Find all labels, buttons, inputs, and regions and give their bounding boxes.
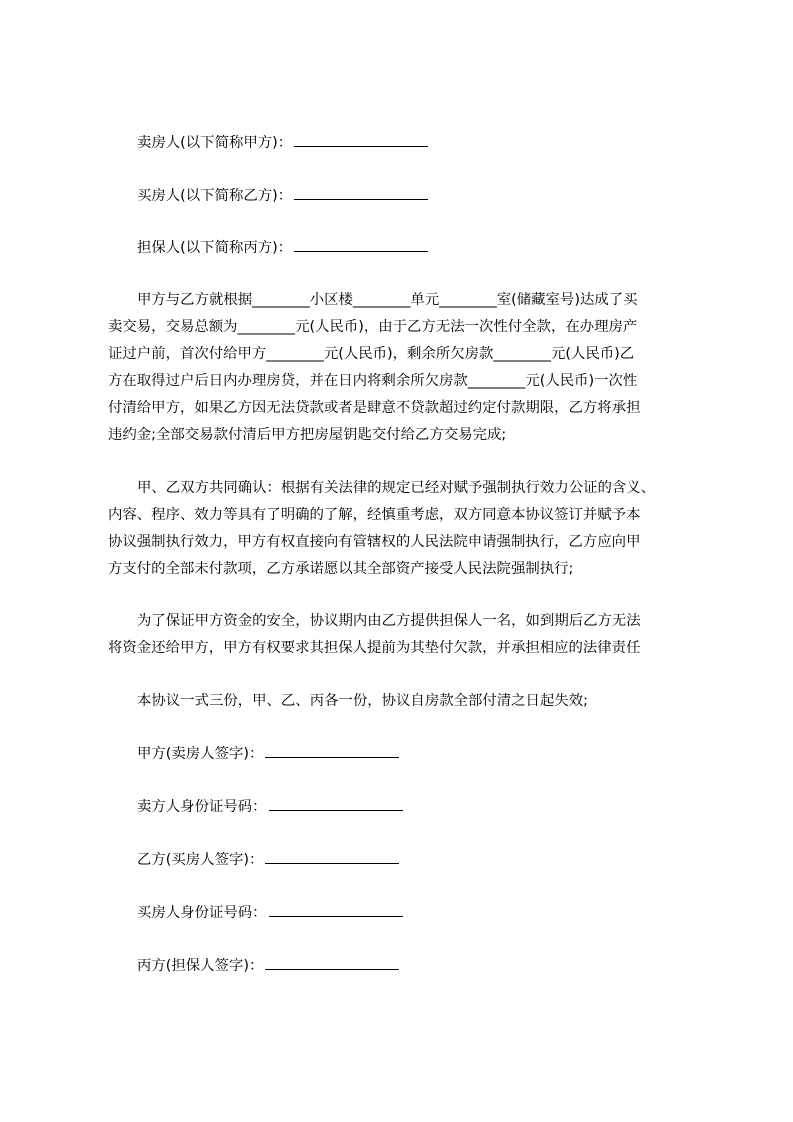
party-c-signature-blank: [265, 956, 399, 970]
paragraph-1-line: 甲方与乙方就根据________小区楼________单元________室(储藏室号)达成了买: [137, 292, 638, 308]
buyer-blank: [294, 186, 428, 200]
buyer-line: [137, 186, 428, 206]
party-c-signature-line: [137, 956, 399, 976]
guarantor-blank: [294, 238, 428, 252]
guarantor-line: [137, 238, 428, 258]
seller-blank: [294, 133, 428, 147]
buyer-id-line: [137, 903, 403, 923]
paragraph-1-line: 违约金;全部交易款付清后甲方把房屋钥匙交付给乙方交易完成;: [108, 427, 507, 443]
guarantor-label: 担保人(以下简称丙方)：: [137, 240, 293, 256]
party-b-signature-label: 乙方(买房人签字)：: [137, 852, 264, 868]
buyer-label: 买房人(以下简称乙方)：: [137, 188, 293, 204]
paragraph-3-line: 为了保证甲方资金的安全，协议期内由乙方提供担保人一名，如到期后乙方无法: [137, 613, 641, 629]
seller-id-blank: [269, 797, 403, 811]
seller-id-line: [137, 797, 403, 817]
paragraph-3-line: 将资金还给甲方，甲方有权要求其担保人提前为其垫付欠款，并承担相应的法律责任: [108, 640, 641, 656]
party-a-signature-line: [137, 744, 399, 764]
party-b-signature-blank: [265, 850, 399, 864]
paragraph-2-line: 方支付的全部未付款项，乙方承诺愿以其全部资产接受人民法院强制执行;: [108, 561, 574, 577]
seller-line: [137, 133, 428, 153]
buyer-id-label: 买房人身份证号码：: [137, 905, 267, 921]
party-a-signature-blank: [265, 744, 399, 758]
paragraph-1-line: 证过户前，首次付给甲方________元(人民币)，剩余所欠房款________元(人民币)乙: [108, 346, 635, 362]
buyer-id-blank: [269, 903, 403, 917]
party-b-signature-line: [137, 850, 399, 870]
paragraph-2-line: 内容、程序、效力等具有了明确的了解，经慎重考虑，双方同意本协议签订并赋予本: [108, 507, 641, 523]
seller-label: 卖房人(以下简称甲方)：: [137, 135, 293, 151]
paragraph-1-line: 方在取得过户后日内办理房贷，并在日内将剩余所欠房款________元(人民币)一次性: [108, 373, 638, 389]
seller-id-label: 卖方人身份证号码：: [137, 799, 267, 815]
paragraph-2-line: 甲、乙双方共同确认：根据有关法律的规定已经对赋予强制执行效力公证的含义、: [137, 480, 656, 496]
paragraph-4-line: 本协议一式三份，甲、乙、丙各一份，协议自房款全部付清之日起失效;: [137, 693, 588, 709]
party-c-signature-label: 丙方(担保人签字)：: [137, 958, 264, 974]
paragraph-2-line: 协议强制执行效力，甲方有权直接向有管辖权的人民法院申请强制执行，乙方应向甲: [108, 534, 641, 550]
party-a-signature-label: 甲方(卖房人签字)：: [137, 746, 264, 762]
paragraph-1-line: 付清给甲方，如果乙方因无法贷款或者是肆意不贷款超过约定付款期限，乙方将承担: [108, 400, 641, 416]
paragraph-1-line: 卖交易，交易总额为________元(人民币)，由于乙方无法一次性付全款，在办理房产: [108, 319, 638, 335]
